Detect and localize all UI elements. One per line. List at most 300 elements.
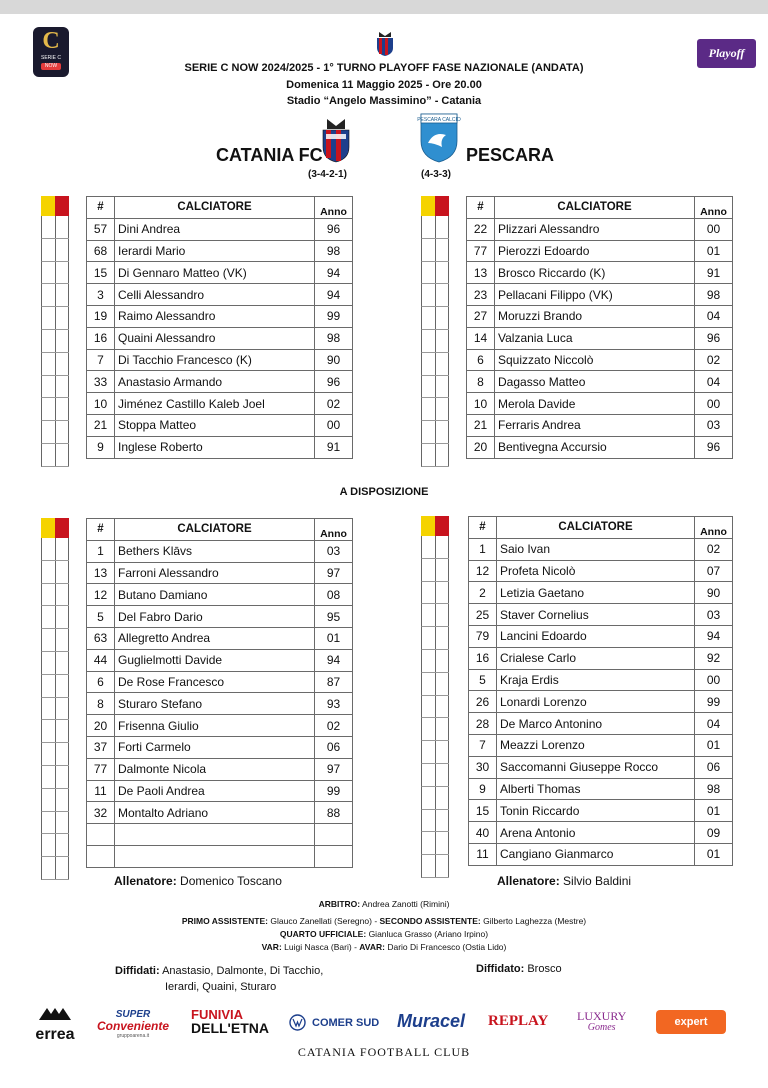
card-row xyxy=(41,239,69,262)
table-row xyxy=(87,649,353,671)
yellow-card-box xyxy=(42,606,56,628)
player-number: 20 xyxy=(467,436,495,458)
player-number: 28 xyxy=(469,713,497,735)
yellow-card-box xyxy=(42,789,56,811)
sponsor-replay: REPLAY xyxy=(488,1013,549,1029)
away-starters-table xyxy=(466,196,733,459)
player-year: 91 xyxy=(315,436,353,458)
col-player-header: CALCIATORE xyxy=(497,517,695,539)
player-name: Bethers Klāvs xyxy=(115,540,315,562)
first-assistant-label: PRIMO ASSISTENTE xyxy=(181,916,266,926)
player-number: 1 xyxy=(87,540,115,562)
player-name xyxy=(115,824,315,846)
table-row xyxy=(469,691,733,713)
var-line: VAR: Luigi Nasca (Bari) - AVAR: Dario Di Francesco (Ostia Lido) xyxy=(261,942,507,952)
luxury-text: LUXURY xyxy=(577,1009,627,1023)
player-name: Plizzari Alessandro xyxy=(495,218,695,240)
table-row xyxy=(87,606,353,628)
yellow-card-box xyxy=(42,698,56,720)
away-coach-label: Allenatore xyxy=(497,874,556,888)
player-number: 20 xyxy=(87,715,115,737)
col-year-header: Anno xyxy=(315,197,353,219)
table-row xyxy=(469,843,733,865)
player-number: 22 xyxy=(467,218,495,240)
player-year: 97 xyxy=(315,758,353,780)
red-card-box xyxy=(436,787,450,809)
errea-logo-icon xyxy=(37,1006,73,1022)
player-name: Dalmonte Nicola xyxy=(115,758,315,780)
red-card-icon xyxy=(55,518,69,538)
yellow-card-box xyxy=(42,743,56,765)
card-row xyxy=(41,444,69,467)
player-number: 21 xyxy=(87,414,115,436)
player-number: 5 xyxy=(469,669,497,691)
player-number: 6 xyxy=(467,349,495,371)
delletna-text: DELL'ETNA xyxy=(191,1020,269,1036)
table-row xyxy=(467,371,733,393)
referee-line: ARBITRO: Andrea Zanotti (Rimini) xyxy=(318,899,450,909)
player-name: Di Tacchio Francesco (K) xyxy=(115,349,315,371)
yellow-card-box xyxy=(42,720,56,742)
player-name: Tonin Riccardo xyxy=(497,800,695,822)
player-year: 98 xyxy=(315,240,353,262)
table-row xyxy=(467,262,733,284)
home-team-name: CATANIA FC xyxy=(216,145,323,165)
table-row xyxy=(469,713,733,735)
table-row xyxy=(87,262,353,284)
card-row xyxy=(421,421,449,444)
card-row xyxy=(421,741,449,764)
table-row xyxy=(87,393,353,415)
card-header xyxy=(421,516,449,536)
player-year xyxy=(315,824,353,846)
player-number: 23 xyxy=(467,284,495,306)
table-row xyxy=(87,414,353,436)
player-name: Cangiano Gianmarco xyxy=(497,843,695,865)
player-year: 95 xyxy=(315,606,353,628)
player-year: 01 xyxy=(695,734,733,756)
player-name: Raimo Alessandro xyxy=(115,305,315,327)
table-row xyxy=(87,349,353,371)
red-card-box xyxy=(436,650,450,672)
home-subs-table xyxy=(86,518,353,868)
red-card-box xyxy=(436,307,450,329)
player-year: 91 xyxy=(695,262,733,284)
player-number: 68 xyxy=(87,240,115,262)
red-card-box xyxy=(56,789,70,811)
col-num-header: # xyxy=(467,197,495,219)
yellow-card-icon xyxy=(41,518,55,538)
var-label: VAR xyxy=(261,942,279,952)
player-name: Valzania Luca xyxy=(495,327,695,349)
table-row xyxy=(469,582,733,604)
yellow-card-box xyxy=(422,239,436,261)
card-row xyxy=(421,718,449,741)
table-row xyxy=(87,758,353,780)
yellow-card-box xyxy=(422,307,436,329)
red-card-box xyxy=(436,536,450,558)
errea-text: errea xyxy=(35,1026,75,1043)
yellow-card-box xyxy=(422,650,436,672)
away-coach-name: Silvio Baldini xyxy=(563,874,632,888)
red-card-box xyxy=(436,444,450,466)
player-year: 00 xyxy=(695,393,733,415)
red-card-box xyxy=(56,561,70,583)
table-row xyxy=(87,802,353,824)
table-row xyxy=(87,715,353,737)
yellow-card-box xyxy=(42,307,56,329)
col-player-header: CALCIATORE xyxy=(495,197,695,219)
red-card-box xyxy=(56,538,70,560)
card-row xyxy=(421,262,449,285)
player-number: 6 xyxy=(87,671,115,693)
card-row xyxy=(41,398,69,421)
player-name: Inglese Roberto xyxy=(115,436,315,458)
yellow-card-box xyxy=(422,604,436,626)
red-card-box xyxy=(436,582,450,604)
second-assistant-label: SECONDO ASSISTENTE xyxy=(379,916,478,926)
table-row xyxy=(87,845,353,867)
player-number: 7 xyxy=(87,349,115,371)
col-num-header: # xyxy=(87,197,115,219)
table-row xyxy=(87,671,353,693)
red-card-box xyxy=(56,444,70,466)
red-card-icon xyxy=(435,196,449,216)
player-number: 19 xyxy=(87,305,115,327)
yellow-card-box xyxy=(42,629,56,651)
yellow-card-box xyxy=(422,741,436,763)
player-year: 09 xyxy=(695,822,733,844)
red-card-box xyxy=(436,718,450,740)
col-player-header: CALCIATORE xyxy=(115,519,315,541)
player-name: Del Fabro Dario xyxy=(115,606,315,628)
player-name: De Paoli Andrea xyxy=(115,780,315,802)
card-row xyxy=(41,743,69,766)
player-number: 26 xyxy=(469,691,497,713)
table-row xyxy=(469,734,733,756)
card-row xyxy=(421,696,449,719)
sponsor-muracel: Muracel xyxy=(397,1011,466,1031)
vw-logo-icon xyxy=(289,1014,306,1031)
player-year: 94 xyxy=(315,262,353,284)
match-date: Domenica 11 Maggio 2025 - Ore 20.00 xyxy=(286,79,482,91)
player-name: Stoppa Matteo xyxy=(115,414,315,436)
table-row xyxy=(87,240,353,262)
away-cautioned-list: Brosco xyxy=(527,963,562,975)
player-number: 9 xyxy=(87,436,115,458)
player-name: Moruzzi Brando xyxy=(495,305,695,327)
yellow-card-box xyxy=(42,421,56,443)
player-name: Squizzato Niccolò xyxy=(495,349,695,371)
player-name: Jiménez Castillo Kaleb Joel xyxy=(115,393,315,415)
player-number: 8 xyxy=(87,693,115,715)
table-row xyxy=(467,349,733,371)
player-year: 02 xyxy=(315,393,353,415)
table-row xyxy=(467,284,733,306)
sponsor-funivia xyxy=(191,1008,269,1036)
table-row xyxy=(87,780,353,802)
player-number: 7 xyxy=(469,734,497,756)
serie-c-logo-letter: C xyxy=(42,28,60,54)
yellow-card-box xyxy=(42,652,56,674)
player-year: 08 xyxy=(315,584,353,606)
player-year: 00 xyxy=(695,669,733,691)
player-year: 04 xyxy=(695,305,733,327)
card-header xyxy=(41,196,69,216)
card-row xyxy=(421,284,449,307)
red-card-box xyxy=(56,812,70,834)
player-name: Meazzi Lorenzo xyxy=(497,734,695,756)
top-bar xyxy=(0,0,768,14)
player-name: Quaini Alessandro xyxy=(115,327,315,349)
card-row xyxy=(421,832,449,855)
yellow-card-box xyxy=(42,675,56,697)
yellow-card-box xyxy=(422,855,436,877)
sponsor-luxury xyxy=(577,1010,626,1033)
red-card-box xyxy=(56,330,70,352)
player-year: 99 xyxy=(695,691,733,713)
player-number: 12 xyxy=(87,584,115,606)
table-row xyxy=(469,560,733,582)
player-name: Butano Damiano xyxy=(115,584,315,606)
catania-crest-top-icon xyxy=(376,30,394,56)
red-card-box xyxy=(56,857,70,879)
card-row xyxy=(41,720,69,743)
player-name: Montalto Adriano xyxy=(115,802,315,824)
player-name: Anastasio Armando xyxy=(115,371,315,393)
bench-title: A DISPOSIZIONE xyxy=(339,486,429,498)
card-row xyxy=(421,353,449,376)
red-card-box xyxy=(56,629,70,651)
table-row xyxy=(87,693,353,715)
yellow-card-box xyxy=(42,284,56,306)
player-year: 01 xyxy=(695,800,733,822)
player-year: 01 xyxy=(315,627,353,649)
player-number: 9 xyxy=(469,778,497,800)
card-row xyxy=(41,284,69,307)
player-year: 07 xyxy=(695,560,733,582)
yellow-card-box xyxy=(422,330,436,352)
home-subs-cards xyxy=(41,518,69,880)
red-card-box xyxy=(436,673,450,695)
player-name: Saccomanni Giuseppe Rocco xyxy=(497,756,695,778)
col-year-header: Anno xyxy=(315,519,353,541)
player-number: 15 xyxy=(87,262,115,284)
card-row xyxy=(41,561,69,584)
red-card-icon xyxy=(435,516,449,536)
yellow-card-icon xyxy=(41,196,55,216)
player-number: 77 xyxy=(87,758,115,780)
player-year: 96 xyxy=(315,218,353,240)
red-card-box xyxy=(56,239,70,261)
card-row xyxy=(421,787,449,810)
away-cautioned: Diffidato: Brosco xyxy=(476,963,562,975)
player-year: 04 xyxy=(695,713,733,735)
red-card-box xyxy=(436,330,450,352)
player-year: 90 xyxy=(695,582,733,604)
player-name: Profeta Nicolò xyxy=(497,560,695,582)
home-cautioned: Diffidati: Anastasio, Dalmonte, Di Tacchio, Ierardi, Quaini, Sturaro xyxy=(115,965,324,993)
card-row xyxy=(421,307,449,330)
table-row xyxy=(87,584,353,606)
conveniente-text: Conveniente xyxy=(96,1019,169,1033)
gomes-text: Gomes xyxy=(587,1022,616,1033)
player-number: 10 xyxy=(87,393,115,415)
table-row xyxy=(87,305,353,327)
yellow-card-box xyxy=(422,353,436,375)
yellow-card-box xyxy=(42,812,56,834)
table-row xyxy=(469,778,733,800)
player-year: 99 xyxy=(315,305,353,327)
yellow-card-box xyxy=(422,832,436,854)
card-row xyxy=(421,764,449,787)
card-row xyxy=(41,652,69,675)
player-number: 16 xyxy=(87,327,115,349)
col-year-header: Anno xyxy=(695,197,733,219)
red-card-box xyxy=(436,627,450,649)
fourth-official-label: QUARTO UFFICIALE xyxy=(279,929,364,939)
player-year: 02 xyxy=(695,349,733,371)
card-row xyxy=(41,216,69,239)
yellow-card-box xyxy=(42,330,56,352)
home-coach: Allenatore: Domenico Toscano xyxy=(114,874,282,888)
yellow-card-box xyxy=(422,787,436,809)
sponsor-expert: expert xyxy=(656,1010,726,1034)
player-number: 14 xyxy=(467,327,495,349)
card-row xyxy=(41,698,69,721)
yellow-card-box xyxy=(42,262,56,284)
red-card-box xyxy=(436,810,450,832)
card-row xyxy=(421,376,449,399)
avar-label: AVAR xyxy=(359,942,383,952)
table-row xyxy=(87,284,353,306)
player-name: Celli Alessandro xyxy=(115,284,315,306)
card-row xyxy=(41,421,69,444)
player-number: 10 xyxy=(467,393,495,415)
player-year: 03 xyxy=(695,414,733,436)
red-card-icon xyxy=(55,196,69,216)
player-number: 37 xyxy=(87,736,115,758)
col-num-header: # xyxy=(469,517,497,539)
card-row xyxy=(421,559,449,582)
player-name: Bentivegna Accursio xyxy=(495,436,695,458)
yellow-card-box xyxy=(422,673,436,695)
home-starters-cards xyxy=(41,196,69,467)
yellow-card-box xyxy=(42,216,56,238)
away-team-name: PESCARA xyxy=(466,145,555,165)
card-row xyxy=(421,855,449,878)
player-name: Kraja Erdis xyxy=(497,669,695,691)
red-card-box xyxy=(56,376,70,398)
player-year: 00 xyxy=(315,414,353,436)
table-row xyxy=(87,436,353,458)
card-row xyxy=(421,673,449,696)
card-row xyxy=(421,398,449,421)
table-row xyxy=(87,562,353,584)
card-row xyxy=(41,584,69,607)
player-number: 12 xyxy=(469,560,497,582)
table-row xyxy=(469,822,733,844)
player-number: 5 xyxy=(87,606,115,628)
yellow-card-box xyxy=(42,239,56,261)
card-row xyxy=(421,627,449,650)
table-row xyxy=(467,240,733,262)
player-year: 92 xyxy=(695,647,733,669)
card-row xyxy=(41,307,69,330)
red-card-box xyxy=(436,216,450,238)
player-number: 8 xyxy=(467,371,495,393)
table-row xyxy=(467,393,733,415)
player-year: 98 xyxy=(315,327,353,349)
table-row xyxy=(87,540,353,562)
match-stadium: Stadio “Angelo Massimino” - Catania xyxy=(286,95,482,107)
home-cautioned-list-1: Anastasio, Dalmonte, Di Tacchio, xyxy=(162,965,324,977)
player-year: 02 xyxy=(315,715,353,737)
card-row xyxy=(421,582,449,605)
table-row xyxy=(87,824,353,846)
referee-label: ARBITRO xyxy=(318,899,358,909)
yellow-card-icon xyxy=(421,516,435,536)
player-number: 30 xyxy=(469,756,497,778)
yellow-card-box xyxy=(42,376,56,398)
player-number: 16 xyxy=(469,647,497,669)
red-card-box xyxy=(56,766,70,788)
player-number: 77 xyxy=(467,240,495,262)
red-card-box xyxy=(436,855,450,877)
player-number: 21 xyxy=(467,414,495,436)
player-year: 03 xyxy=(315,540,353,562)
card-row xyxy=(421,239,449,262)
home-cautioned-list-2: Ierardi, Quaini, Sturaro xyxy=(165,981,277,993)
player-year: 01 xyxy=(695,240,733,262)
yellow-card-box xyxy=(42,834,56,856)
player-name: Sturaro Stefano xyxy=(115,693,315,715)
player-name: Frisenna Giulio xyxy=(115,715,315,737)
yellow-card-box xyxy=(42,538,56,560)
super-sub-text: gruppoarena.it xyxy=(116,1033,150,1039)
player-number: 13 xyxy=(87,562,115,584)
player-number: 1 xyxy=(469,538,497,560)
yellow-card-box xyxy=(42,766,56,788)
yellow-card-box xyxy=(422,627,436,649)
player-name: Ferraris Andrea xyxy=(495,414,695,436)
player-name: Lancini Edoardo xyxy=(497,625,695,647)
yellow-card-box xyxy=(422,696,436,718)
yellow-card-box xyxy=(422,764,436,786)
red-card-box xyxy=(56,284,70,306)
player-year: 97 xyxy=(315,562,353,584)
yellow-card-box xyxy=(42,584,56,606)
player-year: 96 xyxy=(315,371,353,393)
table-row xyxy=(469,625,733,647)
yellow-card-box xyxy=(42,857,56,879)
red-card-box xyxy=(56,262,70,284)
player-year: 87 xyxy=(315,671,353,693)
table-row xyxy=(467,327,733,349)
card-row xyxy=(41,538,69,561)
away-subs-table xyxy=(468,516,733,866)
yellow-card-box xyxy=(42,561,56,583)
red-card-box xyxy=(436,376,450,398)
col-year-header: Anno xyxy=(695,517,733,539)
card-row xyxy=(41,353,69,376)
red-card-box xyxy=(56,307,70,329)
card-row xyxy=(421,444,449,467)
home-formation: (3-4-2-1) xyxy=(308,169,347,180)
red-card-box xyxy=(56,421,70,443)
yellow-card-box xyxy=(422,718,436,740)
yellow-card-box xyxy=(422,421,436,443)
